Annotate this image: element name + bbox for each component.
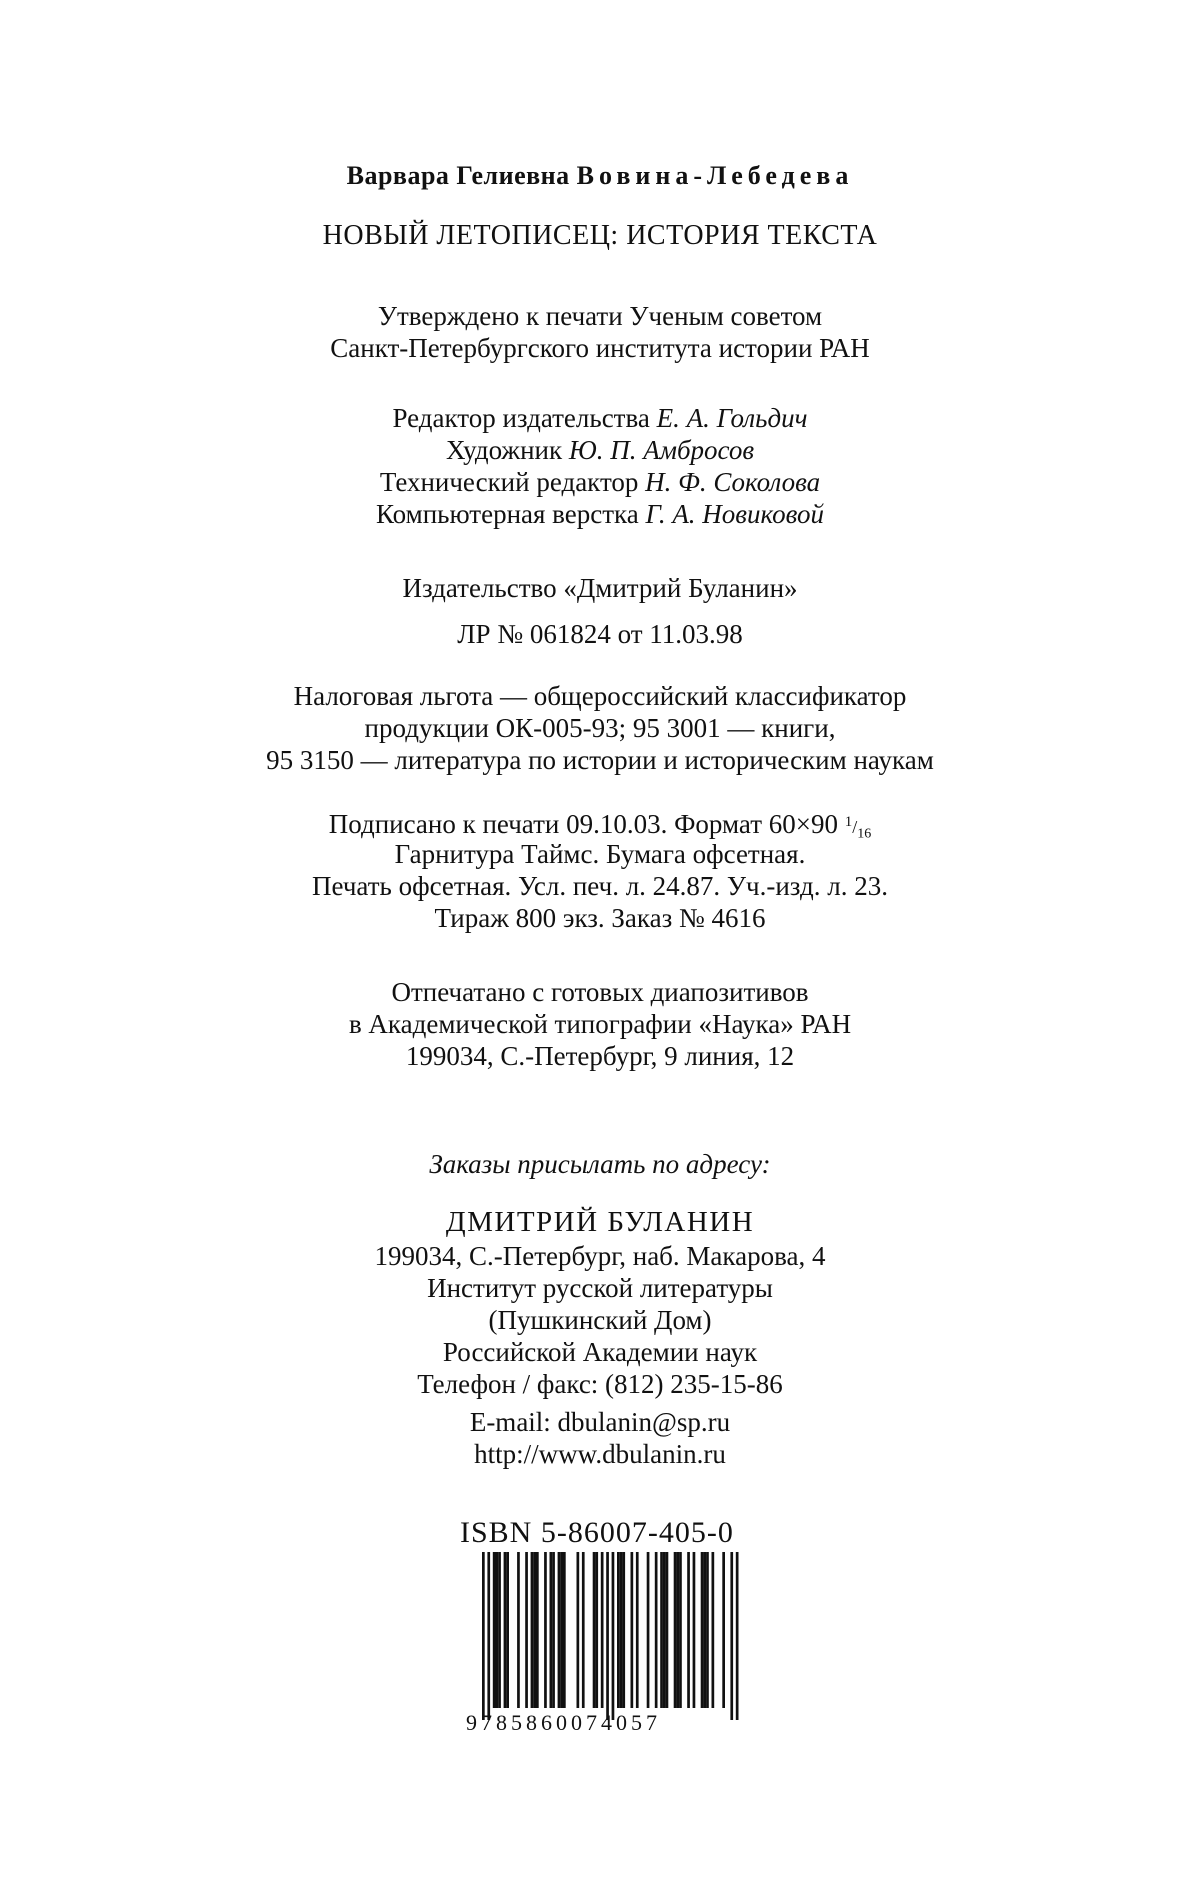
barcode-bar: [496, 1552, 499, 1708]
barcode-bar: [560, 1552, 563, 1708]
barcode-bar: [687, 1552, 690, 1708]
barcode-bar: [531, 1552, 534, 1708]
approval-line-2: Санкт-Петербургского института истории РАН: [330, 333, 870, 363]
barcode-bar: [620, 1552, 623, 1708]
barcode-bar: [517, 1552, 520, 1708]
barcode-bar: [601, 1552, 604, 1708]
tax-line-1: Налоговая льгота — общероссийский классификатор: [293, 681, 907, 711]
barcode-bar: [504, 1552, 507, 1708]
format-fraction: $^1/_{16}$: [844, 814, 872, 842]
barcode-bar: [631, 1552, 634, 1708]
barcode-bar: [712, 1552, 715, 1708]
url-line: http://www.dbulanin.ru: [474, 1439, 726, 1469]
credit-artist: Художник Ю. П. Амбросов: [445, 435, 755, 465]
credit-editor: Редактор издательства Е. А. Гольдич: [392, 403, 808, 433]
credit-layout: Компьютерная верстка Г. А. Новиковой: [375, 499, 824, 529]
barcode-bar: [674, 1552, 677, 1708]
barcode-bar: [552, 1552, 555, 1708]
barcode-icon: [470, 1552, 760, 1722]
print-info-line-3: Печать офсетная. Усл. печ. л. 24.87. Уч.-изд. л. 23.: [312, 871, 888, 901]
barcode-bar: [663, 1552, 666, 1708]
ean-number: 9785860074057: [466, 1710, 661, 1735]
barcode-bar: [563, 1552, 566, 1708]
barcode-bar: [493, 1552, 496, 1708]
print-info-line-1: Подписано к печати 09.10.03. Формат 60×90 $^1/_{16}$: [328, 809, 872, 842]
barcode-bar: [722, 1552, 725, 1708]
author-surname: Вовина-Лебедева: [576, 161, 854, 190]
barcode-bar: [550, 1552, 553, 1708]
barcode-bar: [647, 1552, 650, 1708]
tax-line-3: 95 3150 — литература по истории и историческим наукам: [266, 745, 934, 775]
barcode-bar: [730, 1552, 733, 1720]
barcode-bar: [595, 1552, 598, 1708]
book-title: НОВЫЙ ЛЕТОПИСЕЦ: ИСТОРИЯ ТЕКСТА: [322, 220, 878, 251]
credit-tech-editor: Технический редактор Н. Ф. Соколова: [379, 467, 821, 497]
barcode-bar: [533, 1552, 536, 1708]
barcode-bar: [577, 1552, 580, 1708]
barcode-bar: [701, 1552, 704, 1708]
barcode-bar: [612, 1552, 615, 1720]
barcode-bar: [703, 1552, 706, 1708]
address-line-4: Российской Академии наук: [442, 1337, 758, 1367]
print-info-line-4: Тираж 800 экз. Заказ № 4616: [434, 903, 766, 933]
barcode-bar: [706, 1552, 709, 1708]
print-info-line-2: Гарнитура Таймс. Бумага офсетная.: [394, 839, 806, 869]
barcode-bar: [660, 1552, 663, 1708]
barcode-bar: [636, 1552, 639, 1708]
barcode-bar: [498, 1552, 501, 1708]
barcode-bar: [666, 1552, 669, 1708]
barcode-bar: [482, 1552, 485, 1720]
isbn-number: ISBN 5-86007-405-0: [460, 1516, 734, 1549]
barcode-bar: [525, 1552, 528, 1708]
barcode-bar: [679, 1552, 682, 1708]
barcode-bar: [606, 1552, 609, 1720]
license-line: ЛР № 061824 от 11.03.98: [457, 619, 743, 649]
barcode-bar: [622, 1552, 625, 1708]
address-line-2: Институт русской литературы: [427, 1273, 773, 1303]
barcode-bar: [593, 1552, 596, 1708]
phone-fax: Телефон / факс: (812) 235-15-86: [417, 1369, 783, 1399]
address-line-3: (Пушкинский Дом): [488, 1305, 712, 1335]
printed-at-line-2: в Академической типографии «Наука» РАН: [348, 1009, 852, 1039]
barcode-bar: [487, 1552, 490, 1720]
tax-line-2: продукции ОК-005-93; 95 3001 — книги,: [364, 713, 836, 743]
author: [0, 160, 1200, 192]
email-line: E-mail: dbulanin@sp.ru: [469, 1407, 731, 1437]
barcode-bar: [736, 1552, 739, 1720]
author-name: Варвара Гелиевна: [346, 161, 570, 190]
printed-at-line-1: Отпечатано с готовых диапозитивов: [391, 977, 809, 1007]
address-line-1: 199034, С.-Петербург, наб. Макарова, 4: [374, 1241, 826, 1271]
barcode-bar: [693, 1552, 696, 1708]
barcode-bar: [506, 1552, 509, 1708]
barcode-bar: [544, 1552, 547, 1708]
publisher-line: Издательство «Дмитрий Буланин»: [402, 573, 798, 603]
printed-at-line-3: 199034, С.-Петербург, 9 линия, 12: [405, 1041, 795, 1071]
barcode-bar: [558, 1552, 561, 1708]
barcode-bar: [676, 1552, 679, 1708]
orders-heading: Заказы присылать по адресу:: [429, 1149, 771, 1179]
barcode-bar: [582, 1552, 585, 1708]
barcode-bar: [536, 1552, 539, 1708]
publisher-name: ДМИТРИЙ БУЛАНИН: [445, 1206, 755, 1238]
approval-line-1: Утверждено к печати Ученым советом: [377, 301, 823, 331]
barcode-bar: [617, 1552, 620, 1708]
barcode-bar: [655, 1552, 658, 1708]
